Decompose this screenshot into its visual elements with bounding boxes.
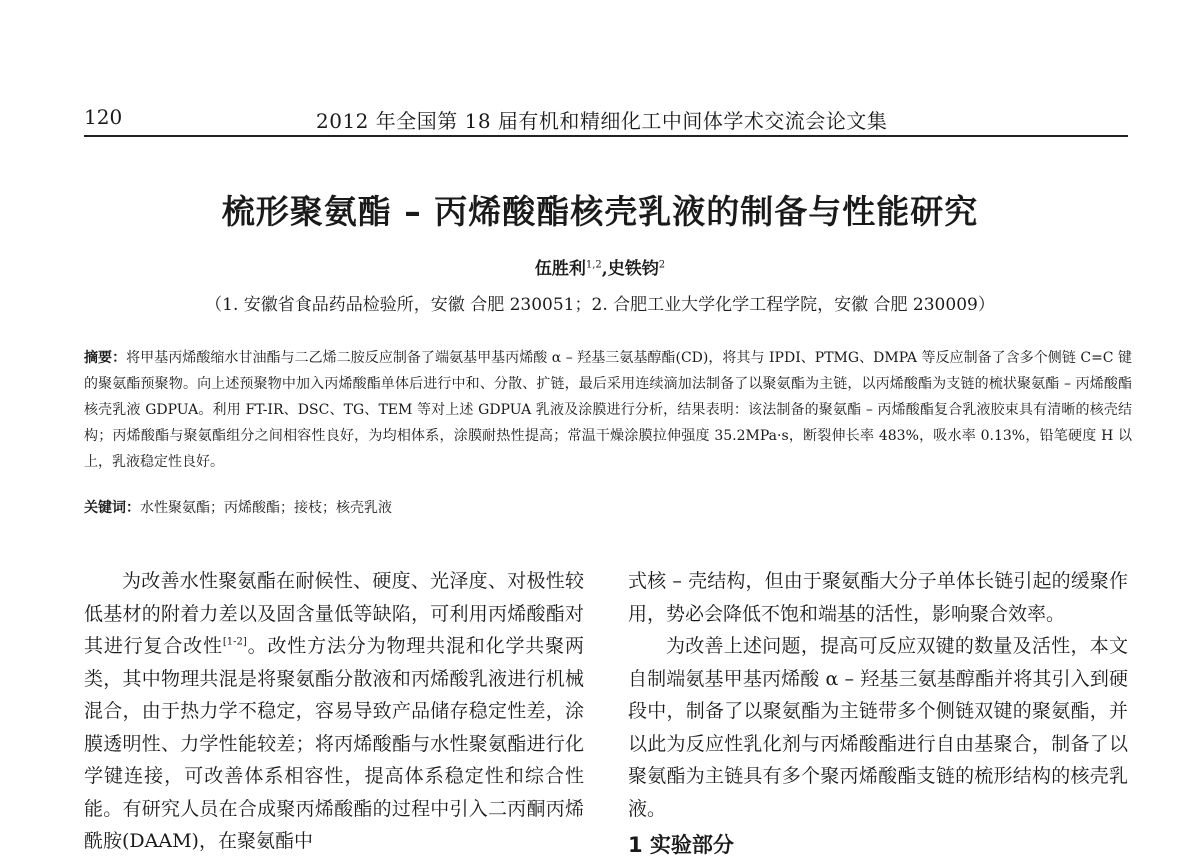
paper-title: 梳形聚氨酯 – 丙烯酸酯核壳乳液的制备与性能研究 (221, 192, 979, 231)
body-paragraph: 为改善上述问题，提高可反应双键的数量及活性，本文自制端氨基甲基丙烯酸 α – 羟基三氨基醇酯并将其引入到硬段中，制备了以聚氨酯为主链带多个侧链双键的聚氨酯，并以此为反应性乳化剂与丙烯酸酯进行自由基聚合，制备了以聚氨酯为主链具有多个聚丙烯酸酯支链的梳形结构的核壳乳液。 (628, 635, 1128, 820)
keywords-text: 水性聚氨酯；丙烯酸酯；接枝；核壳乳液 (140, 500, 392, 516)
running-title: 2012 年全国第 18 届有机和精细化工中间体学术交流会论文集 (316, 109, 888, 133)
abstract-label: 摘要： (84, 350, 127, 366)
abstract (84, 345, 1132, 475)
keywords-label: 关键词： (84, 500, 140, 516)
paragraph-text: 。改性方法分为物理共混和化学共聚两类，其中物理共混是将聚氨酯分散液和丙烯酸乳液进行机械混合，由于热力学不稳定，容易导致产品储存稳定性差，涂膜透明性、力学性能较差；将丙烯酸酯与水性聚氨酯进行化学键连接，可改善体系相容性，提高体系稳定性和综合性能。有研究人员在合成聚丙烯酸酯的过程中引入二丙酮丙烯酰胺(DAAM)，在聚氨酯中 (84, 635, 584, 852)
citation-reference: [1-2] (222, 636, 247, 648)
page-header (84, 105, 1128, 133)
body-paragraph: 式核 – 壳结构，但由于聚氨酯大分子单体长链引起的缓聚作用，势必会降低不饱和端基的活性，影响聚合效率。 (628, 570, 1128, 625)
author-affiliation-mark: 1,2 (585, 259, 602, 271)
keywords (84, 495, 1132, 521)
affiliation-line: （1. 安徽省食品药品检验所，安徽 合肥 230051；2. 合肥工业大学化学工程学院，安徽 合肥 230009） (205, 295, 995, 315)
body-column-left (84, 565, 584, 858)
author-name: 伍胜利 (534, 259, 586, 279)
body-paragraph (84, 565, 584, 858)
header-rule (84, 135, 1128, 137)
page-number: 120 (84, 105, 123, 129)
author-line (0, 254, 1200, 279)
body-column-right (628, 565, 1128, 861)
author-name: 史铁钧 (607, 259, 659, 279)
paragraph-text: 为改善水性聚氨酯在耐候性、硬度、光泽度、对极性较低基材的附着力差以及固含量低等缺陷，可利用丙烯酸酯对其进行复合改性 (84, 570, 584, 657)
abstract-text: 将甲基丙烯酸缩水甘油酯与二乙烯二胺反应制备了端氨基甲基丙烯酸 α – 羟基三氨基醇酯(CD)，将其与 IPDI、PTMG、DMPA 等反应制备了含多个侧链 C=C 键的聚氨酯预聚物。向上述预聚物中加入丙烯酸酯单体后进行中和、分散、扩链，最后采用连续滴加法制备了以聚氨酯为主链，以丙烯酸酯为支链的梳状聚氨酯 – 丙烯酸酯核壳乳液 GDPUA。利用 FT-IR、DSC、TG、TEM 等对上述 GDPUA 乳液及涂膜进行分析，结果表明：该法制备的聚氨酯 – 丙烯酸酯复合乳液胶束具有清晰的核壳结构；丙烯酸酯与聚氨酯组分之间相容性良好，为均相体系，涂膜耐热性提高；常温干燥涂膜拉伸强度 35.2MPa·s，断裂伸长率 483%，吸水率 0.13%，铅笔硬度 H 以上，乳液稳定性良好。 (84, 350, 1133, 470)
section-heading: 1 实验部分 (628, 833, 734, 857)
author-separator: , (601, 259, 608, 279)
author-affiliation-mark: 2 (658, 259, 666, 271)
